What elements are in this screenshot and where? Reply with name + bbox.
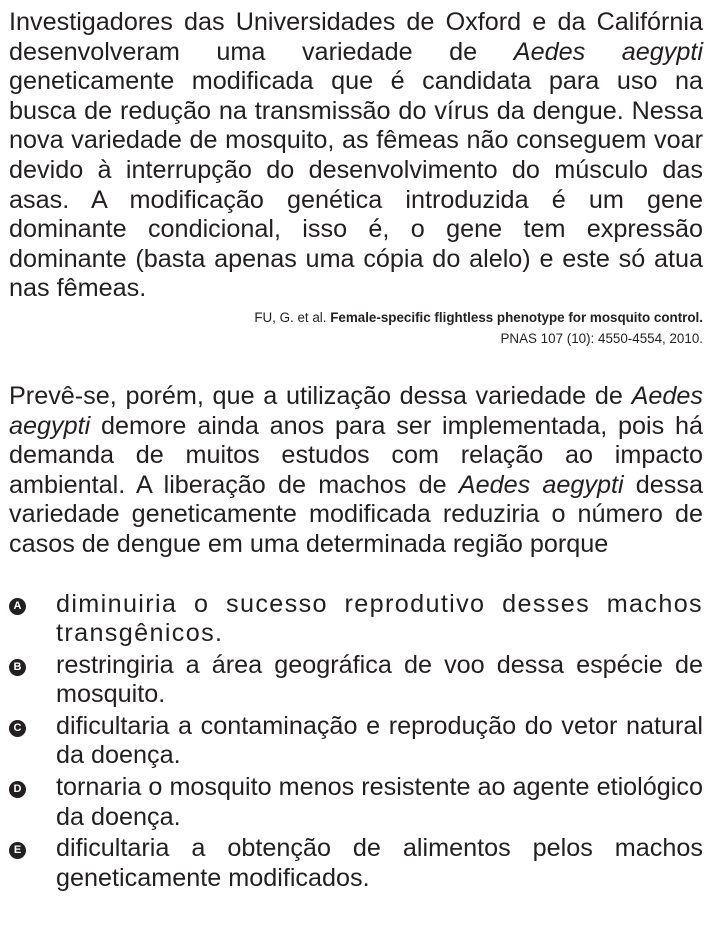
- option-e[interactable]: [9, 834, 703, 893]
- option-letter-badge: D: [9, 781, 26, 798]
- option-text: diminuiria o sucesso reprodutivo desses machos transgênicos.: [56, 589, 703, 648]
- option-d[interactable]: [9, 773, 703, 832]
- intro-paragraph: [9, 8, 703, 304]
- answer-options: [9, 590, 703, 894]
- species-name: Aedes aegypti: [9, 381, 703, 440]
- question-stem: [9, 382, 703, 560]
- citation-authors: FU, G. et al.: [254, 309, 331, 325]
- option-b[interactable]: [9, 651, 703, 710]
- species-name: Aedes aegypti: [513, 37, 704, 66]
- intro-text-1: Investigadores das Universidades de Oxford e da Califórnia desenvolveram uma variedade de: [9, 8, 703, 66]
- question-page: [9, 8, 703, 895]
- stem-text-3: dessa variedade geneticamente modificada reduziria o número de casos de dengue em uma determinada região porque: [9, 470, 704, 558]
- option-a[interactable]: [9, 590, 703, 649]
- citation-line-1: [9, 307, 703, 328]
- option-letter-badge: B: [9, 659, 26, 676]
- option-letter-badge: C: [9, 720, 26, 737]
- option-text: restringiria a área geográfica de voo dessa espécie de mosquito.: [56, 650, 703, 709]
- option-letter-badge: A: [9, 598, 26, 615]
- stem-text-1: Prevê-se, porém, que a utilização dessa variedade de: [9, 381, 632, 410]
- option-text: dificultaria a contaminação e reprodução do vetor natural da doença.: [56, 711, 703, 770]
- citation: [9, 307, 703, 349]
- intro-text-2: geneticamente modificada que é candidata para uso na busca de redução na transmissão do vírus da dengue. Nessa nova variedade de mosquito, as fêmeas não conseguem voar devido à interrupção do desenvolvimento do músculo das asas. A modificação genética introduzida é um gene dominante condicional, isso é, o gene tem expressão dominante (basta apenas uma cópia do alelo) e este só atua nas fêmeas.: [9, 67, 703, 303]
- option-c[interactable]: [9, 712, 703, 771]
- citation-title: Female-specific flightless phenotype for mosquito control.: [330, 309, 703, 325]
- option-text: dificultaria a obtenção de alimentos pelos machos geneticamente modificados.: [56, 834, 703, 892]
- option-letter-badge: E: [9, 842, 26, 859]
- stem-text-2: demore ainda anos para ser implementada, pois há demanda de muitos estudos com relação ao impacto ambiental. A liberação de machos de: [9, 411, 703, 499]
- citation-source: PNAS 107 (10): 4550-4554, 2010.: [500, 330, 703, 346]
- species-name: Aedes aegypti: [458, 470, 624, 499]
- option-text: tornaria o mosquito menos resistente ao agente etiológico da doença.: [56, 773, 703, 831]
